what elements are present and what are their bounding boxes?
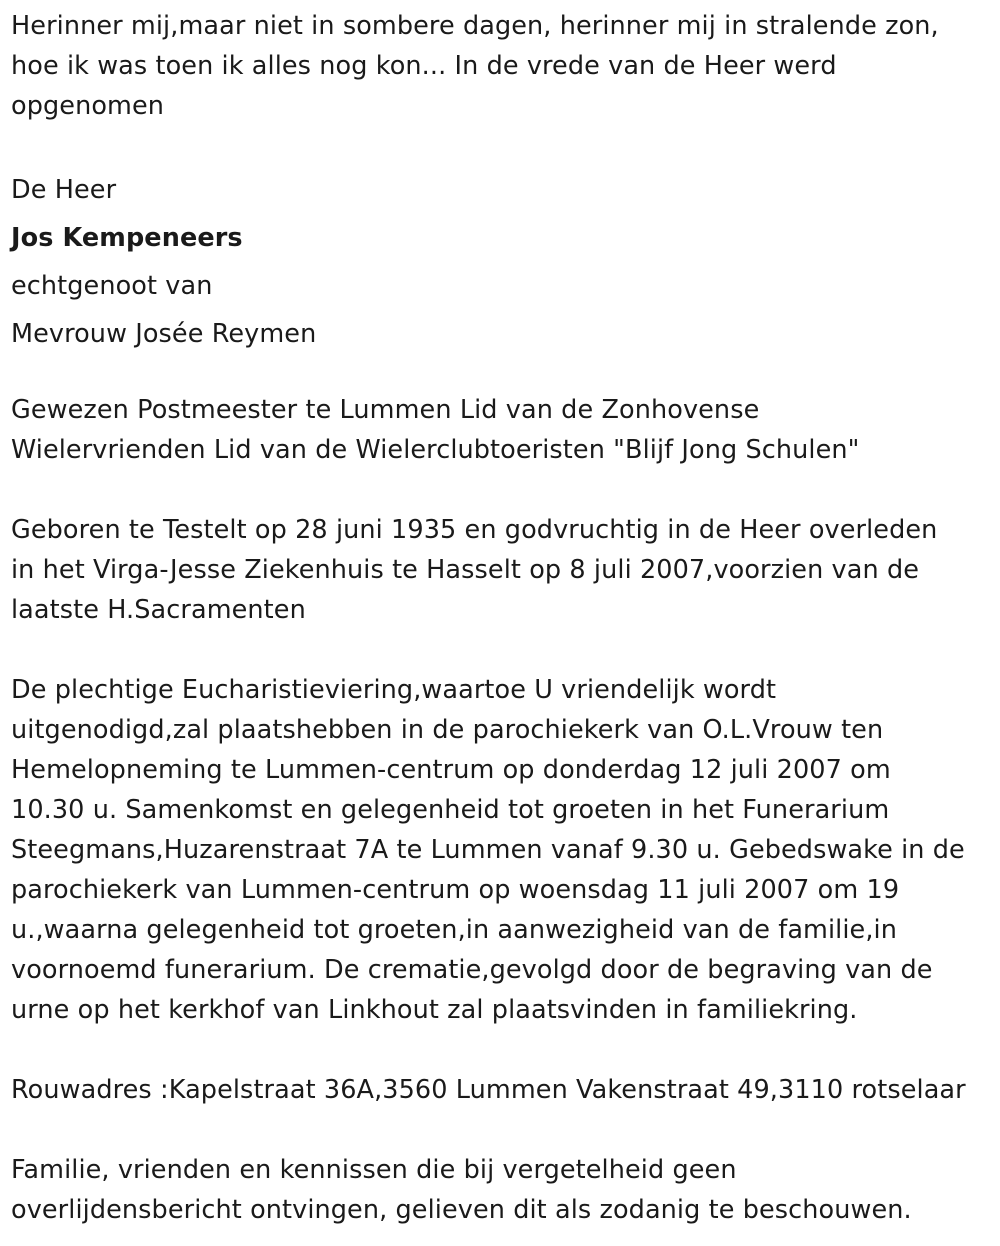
ceremony-paragraph: De plechtige Eucharistieviering,waartoe U vriendelijk wordt uitgenodigd,zal plaatshebben in de parochiekerk van O.L.Vrouw ten Hemelopneming te Lummen-centrum op donderdag 12 juli 2007 om 10.30 u. Samenkomst en gelegenheid tot groeten in het Funerarium Steegmans,Huzarenstraat 7A te Lummen vanaf 9.30 u. Gebedswake in de parochiekerk van Lummen-centrum op woensdag 11 juli 2007 om 19 u.,waarna gelegenheid tot groeten,in aanwezigheid van de familie,in voornoemd funerarium. De crematie,gevolgd door de begraving van de urne op het kerkhof van Linkhout zal plaatsvinden in familiekring. [11, 675, 965, 1025]
spacer [11, 1030, 1000, 1070]
spacer [11, 358, 1000, 390]
relation-line: echtgenoot van [11, 271, 213, 301]
deceased-name: Jos Kempeneers [11, 223, 243, 253]
closing-paragraph: Familie, vrienden en kennissen die bij vergetelheid geen overlijdensbericht ontvingen, gelieven dit als zodanig te beschouwen. [11, 1155, 912, 1225]
occupation-paragraph: Gewezen Postmeester te Lummen Lid van de Zonhovense Wielervrienden Lid van de Wielerclubtoeristen "Blijf Jong Schulen" [11, 395, 860, 465]
address-paragraph: Rouwadres :Kapelstraat 36A,3560 Lummen Vakenstraat 49,3110 rotselaar [11, 1075, 966, 1105]
spouse-name: Mevrouw Josée Reymen [11, 319, 317, 349]
spacer [11, 126, 1000, 166]
spacer [11, 630, 1000, 670]
spacer [11, 470, 1000, 510]
title-line: De Heer [11, 175, 117, 205]
intro-paragraph: Herinner mij,maar niet in sombere dagen, herinner mij in stralende zon, hoe ik was toen ik alles nog kon... In de vrede van de Heer werd opgenomen [11, 11, 939, 121]
birth-death-paragraph: Geboren te Testelt op 28 juni 1935 en godvruchtig in de Heer overleden in het Virga-Jesse Ziekenhuis te Hasselt op 8 juli 2007,voorzien van de laatste H.Sacramenten [11, 515, 938, 625]
spacer [11, 1110, 1000, 1150]
